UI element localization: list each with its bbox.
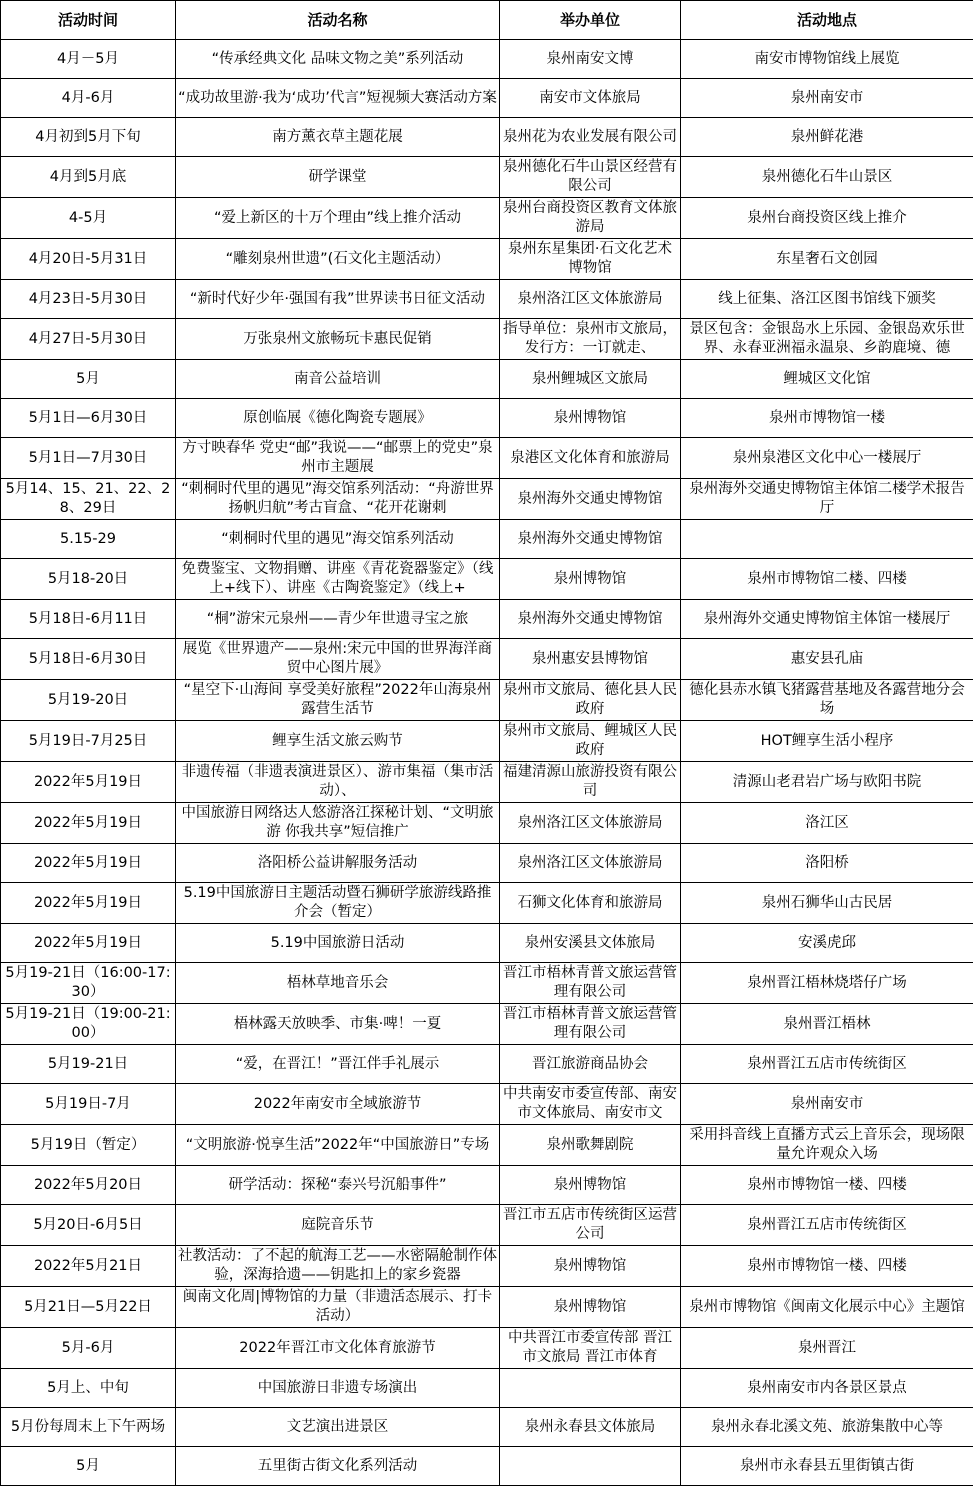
table-row: [1, 360, 973, 399]
table-row: [1, 520, 973, 559]
table-cell: 泉州石狮华山古民居: [681, 883, 973, 924]
table-cell: 5.15-29: [1, 520, 176, 559]
table-cell: 方寸映春华 党史“邮”我说——“邮票上的党史”泉州市主题展: [176, 438, 500, 479]
table-cell: 石狮文化体育和旅游局: [500, 883, 681, 924]
table-row: [1, 1447, 973, 1486]
column-header-organizer: 举办单位: [500, 1, 681, 40]
table-cell: 南音公益培训: [176, 360, 500, 399]
table-cell: 泉港区文化体育和旅游局: [500, 438, 681, 479]
table-cell: “雕刻泉州世遗”(石文化主题活动）: [176, 239, 500, 280]
table-cell: 2022年5月21日: [1, 1246, 176, 1287]
table-cell: 5月19-21日（19:00-21:00）: [1, 1004, 176, 1045]
table-row: [1, 963, 973, 1004]
table-cell: 中国旅游日网络达人悠游洛江探秘计划、“文明旅游 你我共享”短信推广: [176, 803, 500, 844]
table-cell: 泉州晋江五店市传统街区: [681, 1205, 973, 1246]
table-cell: 4月27日-5月30日: [1, 319, 176, 360]
table-row: [1, 118, 973, 157]
table-row: [1, 198, 973, 239]
table-cell: HOT鲤享生活小程序: [681, 721, 973, 762]
table-cell: 南安市文体旅局: [500, 79, 681, 118]
table-cell: 泉州永春北溪文苑、旅游集散中心等: [681, 1408, 973, 1447]
table-cell: 泉州南安市: [681, 79, 973, 118]
table-cell: 5.19中国旅游日活动: [176, 924, 500, 963]
table-body: [1, 40, 973, 1486]
table-cell: “爱，在晋江！”晋江伴手礼展示: [176, 1045, 500, 1084]
table-cell: 泉州南安市: [681, 1084, 973, 1125]
table-row: [1, 479, 973, 520]
table-cell: 文艺演出进景区: [176, 1408, 500, 1447]
table-row: [1, 1369, 973, 1408]
table-cell: 泉州洛江区文体旅游局: [500, 280, 681, 319]
table-cell: 5月19日-7月25日: [1, 721, 176, 762]
table-cell: “成功故里游·我为‘成功’代言”短视频大赛活动方案: [176, 79, 500, 118]
column-header-time: 活动时间: [1, 1, 176, 40]
table-cell: 泉州市文旅局、鲤城区人民政府: [500, 721, 681, 762]
table-cell: 非遗传福（非遗表演进景区）、游市集福（集市活动）、: [176, 762, 500, 803]
table-cell: 泉州市博物馆一楼、四楼: [681, 1246, 973, 1287]
table-cell: 泉州鲤城区文旅局: [500, 360, 681, 399]
table-cell: 安溪虎邱: [681, 924, 973, 963]
table-row: [1, 40, 973, 79]
table-row: [1, 1045, 973, 1084]
table-cell: 5月19-21日: [1, 1045, 176, 1084]
table-row: [1, 1084, 973, 1125]
table-cell: 泉州海外交通史博物馆: [500, 479, 681, 520]
table-cell: 5月20日-6月5日: [1, 1205, 176, 1246]
table-cell: 4-5月: [1, 198, 176, 239]
table-cell: 景区包含：金银岛水上乐园、金银岛欢乐世界、永春亚洲福永温泉、乡韵鹿境、德: [681, 319, 973, 360]
table-cell: 泉州台商投资区教育文体旅游局: [500, 198, 681, 239]
table-row: [1, 924, 973, 963]
table-cell: 晋江市梧林青普文旅运营管理有限公司: [500, 963, 681, 1004]
table-cell: 梧林露天放映季、市集·啤！一夏: [176, 1004, 500, 1045]
table-cell: 清源山老君岩广场与欧阳书院: [681, 762, 973, 803]
table-cell: 泉州海外交通史博物馆主体馆一楼展厅: [681, 600, 973, 639]
table-cell: 4月到5月底: [1, 157, 176, 198]
table-cell: 晋江市五店市传统街区运营公司: [500, 1205, 681, 1246]
table-cell: 泉州市博物馆一楼、四楼: [681, 1166, 973, 1205]
table-cell: “桐”游宋元泉州——青少年世遗寻宝之旅: [176, 600, 500, 639]
table-row: [1, 280, 973, 319]
table-cell: 5月21日—5月22日: [1, 1287, 176, 1328]
table-row: [1, 1246, 973, 1287]
table-cell: 中国旅游日非遗专场演出: [176, 1369, 500, 1408]
table-cell: 2022年5月19日: [1, 762, 176, 803]
table-cell: “刺桐时代里的遇见”海交馆系列活动: [176, 520, 500, 559]
table-cell: 泉州泉港区文化中心一楼展厅: [681, 438, 973, 479]
table-cell: 5月18日-6月30日: [1, 639, 176, 680]
table-cell: 2022年5月19日: [1, 844, 176, 883]
table-cell: 泉州德化石牛山景区经营有限公司: [500, 157, 681, 198]
table-cell: 五里街古街文化系列活动: [176, 1447, 500, 1486]
table-row: [1, 721, 973, 762]
table-row: [1, 157, 973, 198]
table-cell: 5月: [1, 1447, 176, 1486]
table-cell: 原创临展《德化陶瓷专题展》: [176, 399, 500, 438]
table-cell: 泉州博物馆: [500, 559, 681, 600]
table-cell: [500, 1369, 681, 1408]
table-cell: 社教活动：了不起的航海工艺——水密隔舱制作体验，深海拾遗——钥匙扣上的家乡瓷器: [176, 1246, 500, 1287]
table-cell: “文明旅游·悦享生活”2022年“中国旅游日”专场: [176, 1125, 500, 1166]
table-cell: 泉州市永春县五里街镇古街: [681, 1447, 973, 1486]
table-cell: 泉州洛江区文体旅游局: [500, 803, 681, 844]
table-cell: 5月: [1, 360, 176, 399]
table-cell: 泉州市博物馆《闽南文化展示中心》主题馆: [681, 1287, 973, 1328]
table-cell: 5月1日—7月30日: [1, 438, 176, 479]
table-row: [1, 883, 973, 924]
table-cell: 2022年5月19日: [1, 883, 176, 924]
table-cell: “爱上新区的十万个理由”线上推介活动: [176, 198, 500, 239]
table-row: [1, 1166, 973, 1205]
table-cell: 4月23日-5月30日: [1, 280, 176, 319]
table-cell: 2022年5月20日: [1, 1166, 176, 1205]
table-cell: 5月19日（暂定）: [1, 1125, 176, 1166]
table-cell: 洛阳桥公益讲解服务活动: [176, 844, 500, 883]
table-cell: “传承经典文化 品味文物之美”系列活动: [176, 40, 500, 79]
table-cell: 5月19日-7月: [1, 1084, 176, 1125]
table-row: [1, 1004, 973, 1045]
table-row: [1, 1205, 973, 1246]
table-row: [1, 680, 973, 721]
table-cell: 泉州晋江梧林: [681, 1004, 973, 1045]
table-row: [1, 1408, 973, 1447]
table-row: [1, 239, 973, 280]
table-cell: 泉州晋江: [681, 1328, 973, 1369]
table-cell: 研学课堂: [176, 157, 500, 198]
table-cell: 5.19中国旅游日主题活动暨石狮研学旅游线路推介会（暂定）: [176, 883, 500, 924]
table-row: [1, 803, 973, 844]
table-cell: 泉州博物馆: [500, 1287, 681, 1328]
table-row: [1, 399, 973, 438]
table-cell: 德化县赤水镇飞猪露营基地及各露营地分会场: [681, 680, 973, 721]
table-cell: 4月初到5月下旬: [1, 118, 176, 157]
table-cell: 洛江区: [681, 803, 973, 844]
table-cell: “星空下·山海间 享受美好旅程”2022年山海泉州露营生活节: [176, 680, 500, 721]
table-cell: 泉州南安市内各景区景点: [681, 1369, 973, 1408]
table-cell: 5月14、15、21、22、28、29日: [1, 479, 176, 520]
table-row: [1, 1287, 973, 1328]
table-cell: 5月份每周末上下午两场: [1, 1408, 176, 1447]
table-cell: 泉州德化石牛山景区: [681, 157, 973, 198]
table-cell: 泉州博物馆: [500, 1166, 681, 1205]
table-cell: 5月1日—6月30日: [1, 399, 176, 438]
table-cell: 泉州海外交通史博物馆: [500, 600, 681, 639]
table-cell: 东星奢石文创园: [681, 239, 973, 280]
table-cell: 南安市博物馆线上展览: [681, 40, 973, 79]
table-cell: 线上征集、洛江区图书馆线下颁奖: [681, 280, 973, 319]
table-cell: 免费鉴宝、文物捐赠、讲座《青花瓷器鉴定》（线上+线下）、讲座《古陶瓷鉴定》（线上+: [176, 559, 500, 600]
header-row: [1, 1, 973, 40]
column-header-location: 活动地点: [681, 1, 973, 40]
table-cell: 4月-6月: [1, 79, 176, 118]
table-cell: 5月上、中旬: [1, 1369, 176, 1408]
table-cell: “刺桐时代里的遇见”海交馆系列活动：“舟游世界 扬帆归航”考古盲盒、“花开花谢刺: [176, 479, 500, 520]
table-cell: 泉州花为农业发展有限公司: [500, 118, 681, 157]
table-row: [1, 762, 973, 803]
table-cell: 泉州惠安县博物馆: [500, 639, 681, 680]
table-cell: 5月18-20日: [1, 559, 176, 600]
table-cell: 采用抖音线上直播方式云上音乐会，现场限量允许观众入场: [681, 1125, 973, 1166]
table-cell: 泉州南安文博: [500, 40, 681, 79]
table-cell: [681, 520, 973, 559]
table-cell: 洛阳桥: [681, 844, 973, 883]
table-cell: 鲤城区文化馆: [681, 360, 973, 399]
table-cell: 泉州永春县文体旅局: [500, 1408, 681, 1447]
table-cell: 中共晋江市委宣传部 晋江市文旅局 晋江市体育: [500, 1328, 681, 1369]
table-cell: 2022年5月19日: [1, 924, 176, 963]
table-row: [1, 79, 973, 118]
table-cell: 5月18日-6月11日: [1, 600, 176, 639]
table-cell: 惠安县孔庙: [681, 639, 973, 680]
table-row: [1, 600, 973, 639]
table-row: [1, 1125, 973, 1166]
table-cell: 晋江市梧林青普文旅运营管理有限公司: [500, 1004, 681, 1045]
table-cell: 泉州台商投资区线上推介: [681, 198, 973, 239]
table-cell: 泉州海外交通史博物馆: [500, 520, 681, 559]
table-cell: 2022年晋江市文化体育旅游节: [176, 1328, 500, 1369]
table-cell: 泉州博物馆: [500, 399, 681, 438]
table-cell: 泉州洛江区文体旅游局: [500, 844, 681, 883]
table-cell: 5月19-20日: [1, 680, 176, 721]
table-cell: 闽南文化周|博物馆的力量（非遗活态展示、打卡活动）: [176, 1287, 500, 1328]
table-cell: 晋江旅游商品协会: [500, 1045, 681, 1084]
table-cell: 泉州海外交通史博物馆主体馆二楼学术报告厅: [681, 479, 973, 520]
table-row: [1, 1328, 973, 1369]
table-cell: 庭院音乐节: [176, 1205, 500, 1246]
table-header: [1, 1, 973, 40]
table-cell: 泉州晋江五店市传统街区: [681, 1045, 973, 1084]
table-cell: 泉州博物馆: [500, 1246, 681, 1287]
table-cell: [500, 1447, 681, 1486]
table-row: [1, 639, 973, 680]
table-cell: 4月－5月: [1, 40, 176, 79]
table-cell: 万张泉州文旅畅玩卡惠民促销: [176, 319, 500, 360]
table-row: [1, 844, 973, 883]
table-row: [1, 319, 973, 360]
table-cell: 研学活动：探秘“泰兴号沉船事件”: [176, 1166, 500, 1205]
table-cell: 4月20日-5月31日: [1, 239, 176, 280]
table-cell: 泉州鲜花港: [681, 118, 973, 157]
table-cell: 鲤享生活文旅云购节: [176, 721, 500, 762]
table-cell: 泉州歌舞剧院: [500, 1125, 681, 1166]
table-cell: 2022年南安市全域旅游节: [176, 1084, 500, 1125]
table-cell: 南方薰衣草主题花展: [176, 118, 500, 157]
table-cell: 泉州市文旅局、德化县人民政府: [500, 680, 681, 721]
table-cell: 中共南安市委宣传部、南安市文体旅局、南安市文: [500, 1084, 681, 1125]
table-cell: 泉州晋江梧林烧塔仔广场: [681, 963, 973, 1004]
table-cell: 梧林草地音乐会: [176, 963, 500, 1004]
table-cell: 福建清源山旅游投资有限公司: [500, 762, 681, 803]
column-header-name: 活动名称: [176, 1, 500, 40]
table-row: [1, 559, 973, 600]
table-cell: 泉州安溪县文体旅局: [500, 924, 681, 963]
table-cell: 泉州市博物馆二楼、四楼: [681, 559, 973, 600]
table-row: [1, 438, 973, 479]
table-cell: 指导单位：泉州市文旅局，发行方：一订就走、: [500, 319, 681, 360]
table-cell: “新时代好少年·强国有我”世界读书日征文活动: [176, 280, 500, 319]
table-cell: 泉州东星集团·石文化艺术博物馆: [500, 239, 681, 280]
table-cell: 展览《世界遗产——泉州:宋元中国的世界海洋商贸中心图片展》: [176, 639, 500, 680]
table-cell: 2022年5月19日: [1, 803, 176, 844]
table-cell: 泉州市博物馆一楼: [681, 399, 973, 438]
table-cell: 5月-6月: [1, 1328, 176, 1369]
table-cell: 5月19-21日（16:00-17:30）: [1, 963, 176, 1004]
